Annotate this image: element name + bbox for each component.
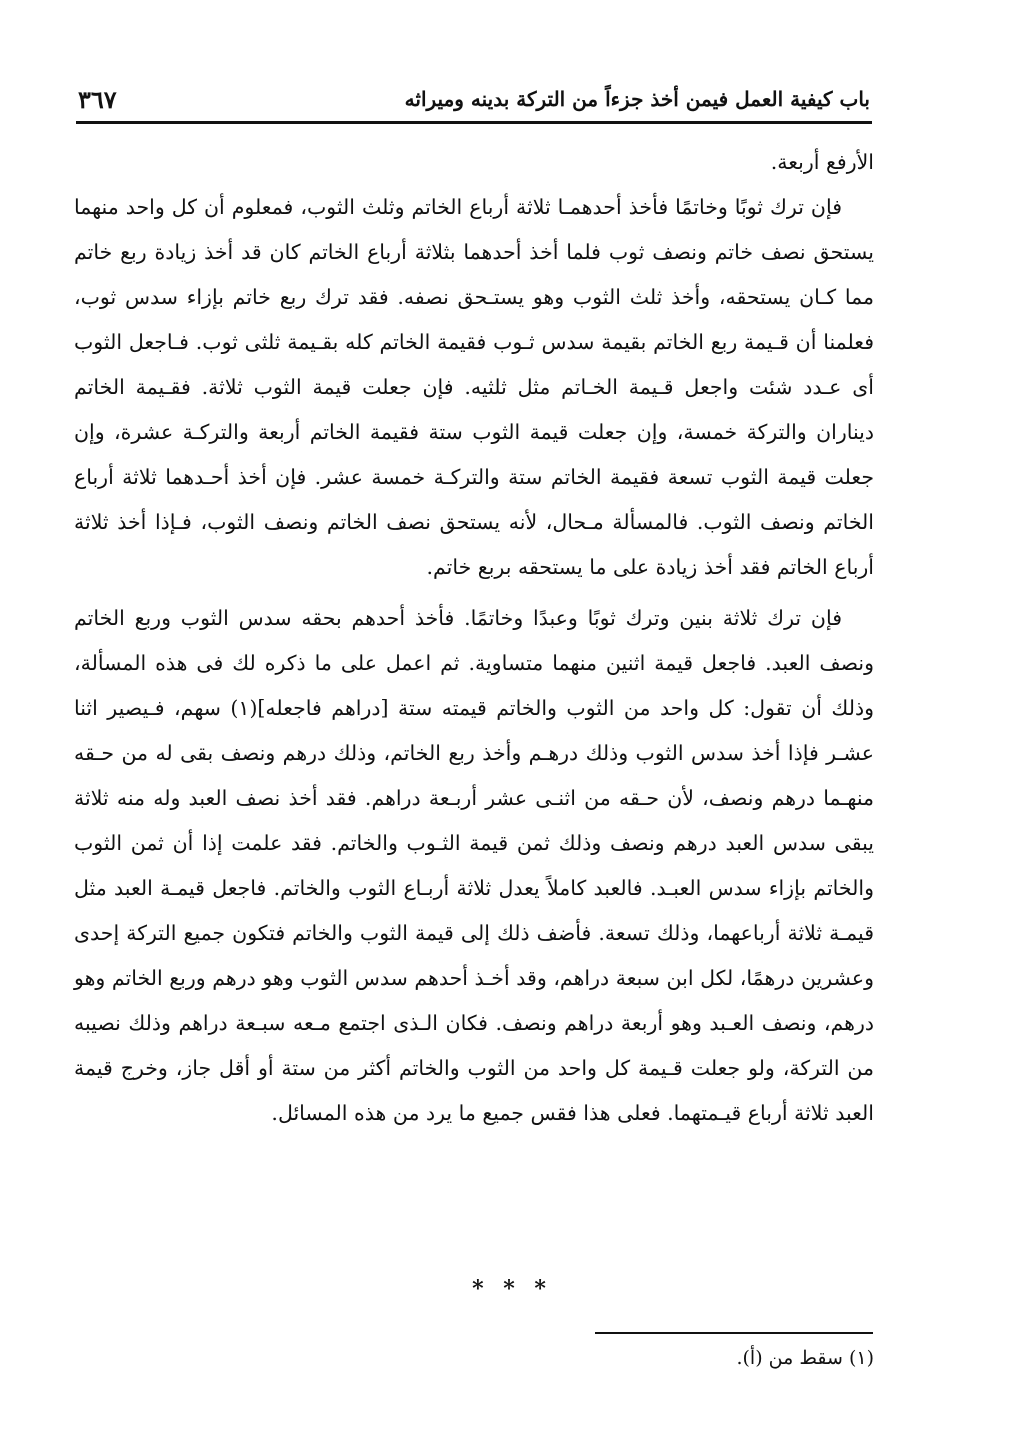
page-number: ٣٦٧: [78, 84, 117, 114]
header-divider: [76, 121, 872, 124]
paragraph: فإن ترك ثوبًا وخاتمًا فأخذ أحدهمـا ثلاثة أرباع الخاتم وثلث الثوب، فمعلوم أن كل واحد منهما يستحق نصف خاتم ونصف ثوب فلما أخذ أحدهما بثلاثة أرباع الخاتم كان قد أخذ زيادة ربع خاتم مما كـان يستحقه، وأخذ ثلث الثوب وهو يستـحق نصفه. فقد ترك ربع خاتم بإزاء سدس ثوب، فعلمنا أن قـيمة ربع الخاتم بقيمة سدس ثـوب فقيمة الخاتم كله بقـيمة ثلثى ثوب. فـاجعل الثوب أى عـدد شئت واجعل قـيمة الخـاتم مثل ثلثيه. فإن جعلت قيمة الثوب ثلاثة. فقـيمة الخاتم ديناران والتركة خمسة، وإن جعلت قيمة الثوب ستة فقيمة الخاتم أربعة والتركـة عشرة، وإن جعلت قيمة الثوب تسعة فقيمة الخاتم ستة والتركـة خمسة عشر. فإن أخذ أحـدهما ثلاثة أرباع الخاتم ونصف الثوب. فالمسألة مـحال، لأنه يستحق نصف الخاتم ونصف الثوب، فـإذا أخذ ثلاثة أرباع الخاتم فقد أخذ زيادة على ما يستحقه بربع خاتم.: [74, 195, 874, 579]
paragraph: الأرفع أربعة.: [770, 150, 874, 174]
footnote-divider: [595, 1332, 873, 1334]
chapter-title: باب كيفية العمل فيمن أخذ جزءاً من التركة بدينه وميراثه: [404, 87, 870, 111]
main-text: [74, 140, 874, 1136]
paragraph: فإن ترك ثلاثة بنين وترك ثوبًا وعبدًا وخاتمًا. فأخذ أحدهم بحقه سدس الثوب وربع الخاتم ونصف العبد. فاجعل قيمة اثنين منهما متساوية. ثم اعمل على ما ذكره لك فى هذه المسألة، وذلك أن تقول: كل واحد من الثوب والخاتم قيمته ستة [دراهم فاجعله](١) سهم، فـيصير اثنا عشـر فإذا أخذ سدس الثوب وذلك درهـم وأخذ ربع الخاتم، وذلك درهم ونصف بقى له من حـقه منهـما درهم ونصف، لأن حـقه من اثنـى عشر أربـعة دراهم. فقد أخذ نصف العبد وله منه ثلاثة يبقى سدس العبد درهم ونصف وذلك ثمن قيمة الثـوب والخاتم. فقد علمت إذا أن ثمن الثوب والخاتم بإزاء سدس العبـد. فالعبد كاملاً يعدل ثلاثة أربـاع الثوب والخاتم. فاجعل قيمـة العبد مثل قيمـة ثلاثة أرباعهما، وذلك تسعة. فأضف ذلك إلى قيمة الثوب والخاتم فتكون جميع التركة إحدى وعشرين درهمًا، لكل ابن سبعة دراهم، وقد أخـذ أحدهم سدس الثوب وهو درهم وربع الخاتم وهو درهم، ونصف العـبد وهو أربعة دراهم ونصف. فكان الـذى اجتمع مـعه سبـعة دراهم وذلك نصيبه من التركة، ولو جعلت قـيمة كل واحد من الثوب والخاتم أكثر من ستة أو أقل جاز، وخرج قيمة العبد ثلاثة أرباع قيـمتهما. فعلى هذا فقس جميع ما يرد من هذه المسائل.: [74, 606, 874, 1125]
section-ornament: * * *: [472, 1276, 552, 1302]
running-header: [78, 78, 870, 120]
footnote: (١) سقط من (أ).: [736, 1347, 874, 1369]
